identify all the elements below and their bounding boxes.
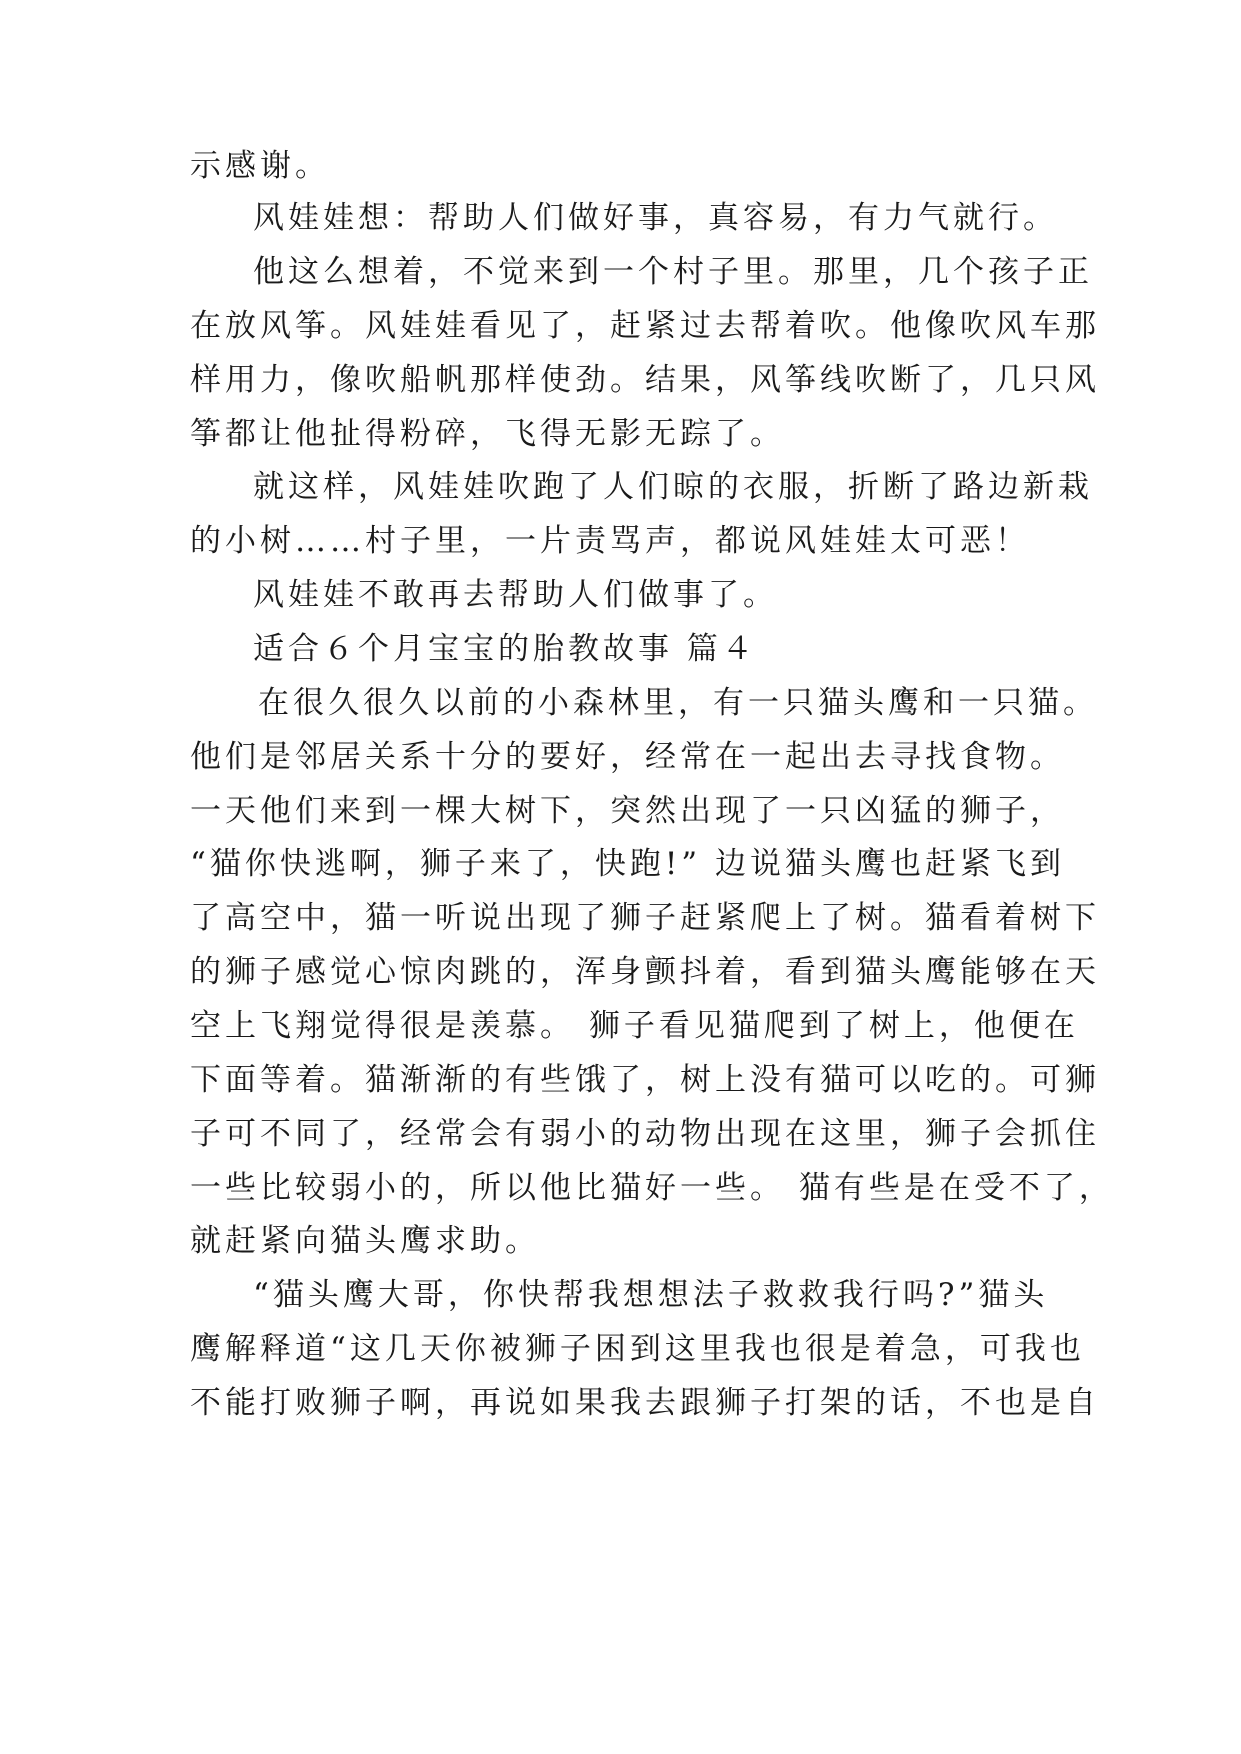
text-line: 他这么想着，不觉来到一个村子里。那里，几个孩子正: [253, 254, 1093, 290]
text-line: 的小树……村子里，一片责骂声，都说风娃娃太可恶！: [190, 523, 1030, 559]
text-line: 风娃娃想：帮助人们做好事，真容易，有力气就行。: [253, 200, 1058, 236]
text-line: 的狮子感觉心惊肉跳的，浑身颤抖着，看到猫头鹰能够在天: [190, 954, 1100, 990]
text-line: 就赶紧向猫头鹰求助。: [190, 1223, 540, 1259]
text-line: 在很久很久以前的小森林里，有一只猫头鹰和一只猫。: [258, 685, 1098, 721]
text-line: 下面等着。猫渐渐的有些饿了，树上没有猫可以吃的。可狮: [190, 1062, 1100, 1098]
text-line: 鹰解释道“这几天你被狮子困到这里我也很是着急，可我也: [190, 1331, 1085, 1367]
text-line: 不能打败狮子啊，再说如果我去跟狮子打架的话，不也是自: [190, 1385, 1100, 1421]
text-line: 子可不同了，经常会有弱小的动物出现在这里，狮子会抓住: [190, 1116, 1100, 1152]
text-line: 筝都让他扯得粉碎，飞得无影无踪了。: [190, 416, 785, 452]
section-heading: 适合６个月宝宝的胎教故事 篇４: [253, 631, 757, 667]
text-line: 风娃娃不敢再去帮助人们做事了。: [253, 577, 778, 613]
text-line: 示感谢。: [190, 148, 330, 184]
text-line: 一天他们来到一棵大树下，突然出现了一只凶猛的狮子，: [190, 793, 1065, 829]
text-line: 在放风筝。风娃娃看见了，赶紧过去帮着吹。他像吹风车那: [190, 308, 1100, 344]
text-line: “猫你快逃啊，狮子来了，快跑!” 边说猫头鹰也赶紧飞到: [190, 846, 1066, 882]
text-line: 空上飞翔觉得很是羡慕。 狮子看见猫爬到了树上，他便在: [190, 1008, 1079, 1044]
text-line: 样用力，像吹船帆那样使劲。结果，风筝线吹断了，几只风: [190, 362, 1100, 398]
text-line: 了高空中，猫一听说出现了狮子赶紧爬上了树。猫看着树下: [190, 900, 1100, 936]
text-line: “猫头鹰大哥，你快帮我想想法子救救我行吗?”猫头: [253, 1277, 1049, 1313]
text-line: 一些比较弱小的，所以他比猫好一些。 猫有些是在受不了，: [190, 1170, 1114, 1206]
text-line: 他们是邻居关系十分的要好，经常在一起出去寻找食物。: [190, 739, 1065, 775]
text-line: 就这样，风娃娃吹跑了人们晾的衣服，折断了路边新栽: [253, 469, 1093, 505]
